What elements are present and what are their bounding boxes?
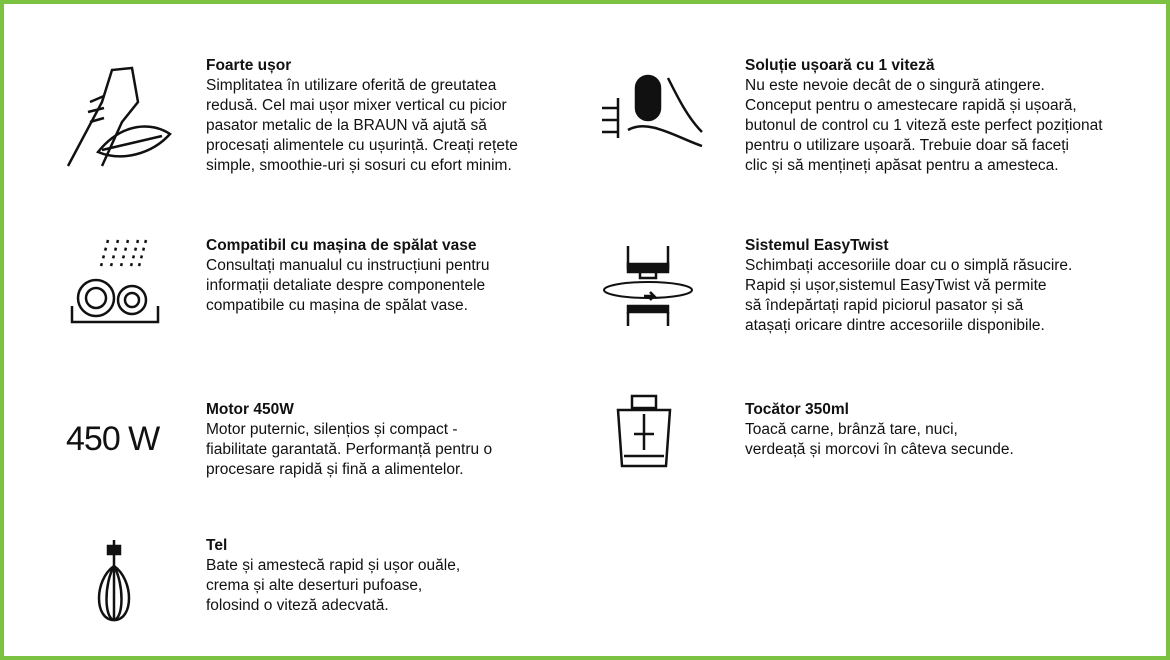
feature-line: Rapid și ușor,sistemul EasyTwist vă permite [745, 277, 1047, 294]
feature-line: Schimbați accesoriile doar cu o simplă răsucire. [745, 257, 1073, 274]
feature-line: Toacă carne, brânză tare, nuci, [745, 421, 958, 438]
feature-title: Tocător 350ml [745, 401, 849, 418]
dishwasher-icon [68, 236, 163, 326]
feature-title: Compatibil cu mașina de spălat vase [206, 237, 477, 254]
feature-lightweight [206, 56, 518, 176]
hand-feather-icon [62, 62, 172, 172]
feature-title: Soluție ușoară cu 1 viteză [745, 57, 935, 74]
feature-motor [206, 400, 492, 480]
power-rating: 450 W [66, 420, 160, 458]
feature-line: procesare rapidă și fină a alimentelor. [206, 461, 464, 478]
chopper-icon [614, 394, 674, 474]
feature-line: simple, smoothie-uri și sosuri cu efort minim. [206, 157, 512, 174]
feature-line: pentru o utilizare ușoară. Trebuie doar să faceți [745, 137, 1069, 154]
feature-line: pasator metalic de la BRAUN vă ajută să [206, 117, 487, 134]
feature-line: procesați alimentele cu ușurință. Creați rețete [206, 137, 518, 154]
feature-line: clic și să mențineți apăsat pentru a amesteca. [745, 157, 1059, 174]
finger-button-icon [598, 68, 708, 148]
feature-line: informații detaliate despre componentele [206, 277, 486, 294]
feature-line: atașați oricare dintre accesoriile disponibile. [745, 317, 1045, 334]
feature-line: verdeață și morcovi în câteva secunde. [745, 441, 1014, 458]
feature-line: compatibile cu mașina de spălat vase. [206, 297, 468, 314]
feature-line: Motor puternic, silențios și compact - [206, 421, 458, 438]
feature-line: folosind o viteză adecvată. [206, 597, 389, 614]
feature-title: Motor 450W [206, 401, 294, 418]
feature-line: Nu este nevoie decât de o singură atingere. [745, 77, 1045, 94]
feature-line: Simplitatea în utilizare oferită de greutatea [206, 77, 497, 94]
feature-dishwasher [206, 236, 489, 316]
feature-title: Foarte ușor [206, 57, 292, 74]
feature-one-speed [745, 56, 1103, 176]
feature-line: Bate și amestecă rapid și ușor ouăle, [206, 557, 461, 574]
feature-easytwist [745, 236, 1072, 336]
twist-icon [600, 244, 700, 329]
feature-chopper [745, 400, 1014, 460]
feature-whisk [206, 536, 460, 616]
feature-line: butonul de control cu 1 viteză este perfect poziționat [745, 117, 1103, 134]
whisk-icon [94, 540, 134, 626]
feature-line: Consultați manualul cu instrucțiuni pentru [206, 257, 490, 274]
feature-title: Tel [206, 537, 228, 554]
feature-line: redusă. Cel mai ușor mixer vertical cu picior [206, 97, 507, 114]
feature-line: fiabilitate garantată. Performanță pentru o [206, 441, 493, 458]
feature-line: să îndepărtați rapid piciorul pasator și să [745, 297, 1024, 314]
feature-title: Sistemul EasyTwist [745, 237, 889, 254]
feature-line: crema și alte deserturi pufoase, [206, 577, 423, 594]
feature-line: Conceput pentru o amestecare rapidă și ușoară, [745, 97, 1077, 114]
